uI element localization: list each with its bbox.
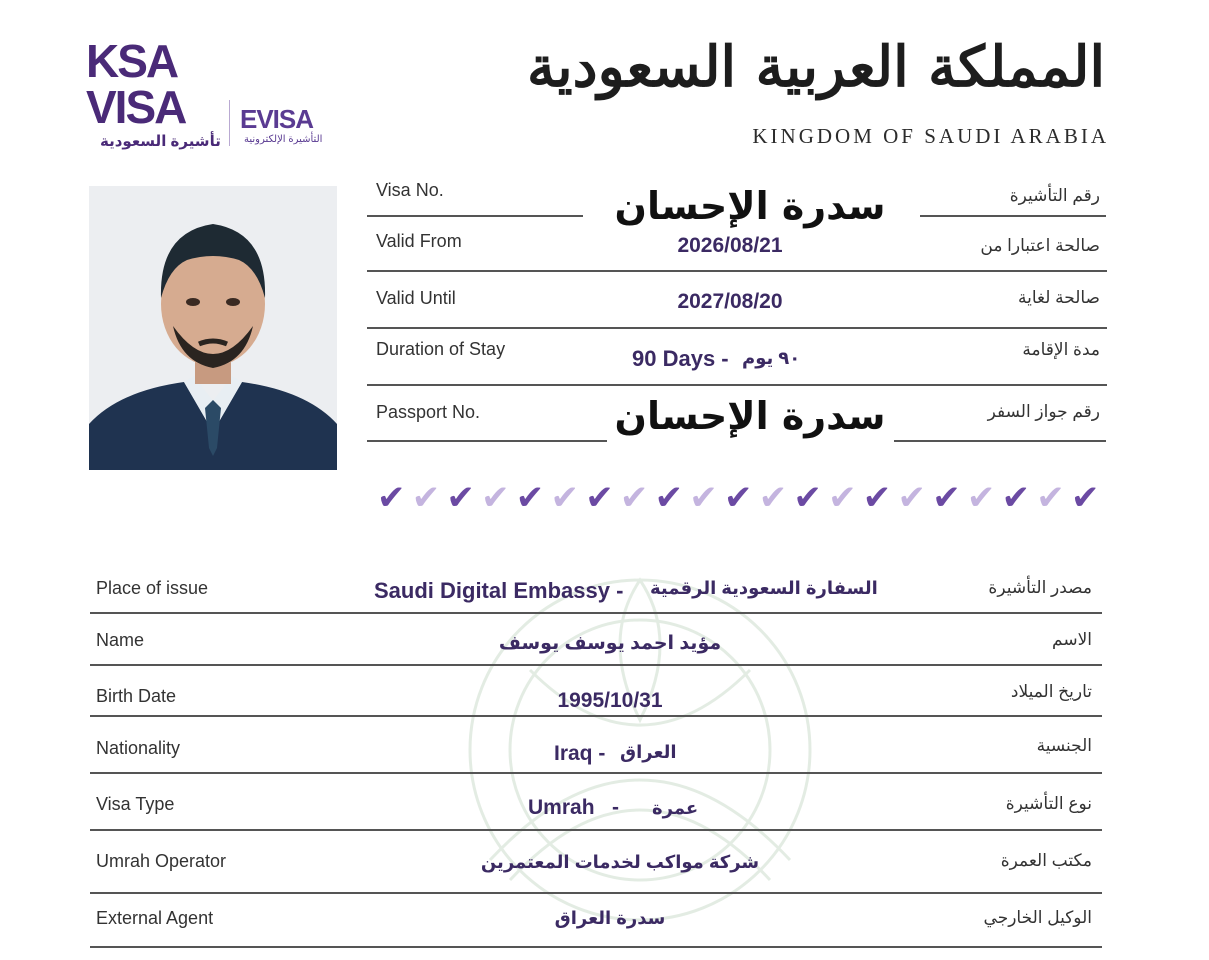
external-agent-value: سدرة العراق bbox=[554, 908, 666, 928]
umrah-operator-label: Umrah Operator bbox=[96, 851, 227, 871]
row-divider bbox=[90, 829, 1102, 831]
row-divider bbox=[90, 892, 1102, 894]
ksa-logo-line2: VISA bbox=[86, 81, 186, 133]
visa-no-label-arabic: رقم التأشيرة bbox=[1009, 186, 1100, 205]
check-icon: ✔ bbox=[897, 479, 926, 517]
valid-until-value: 2027/08/20 bbox=[677, 290, 783, 313]
check-icon: ✔ bbox=[446, 479, 475, 517]
nationality-label: Nationality bbox=[96, 738, 181, 758]
row-divider bbox=[90, 612, 1102, 614]
birth-date-label-arabic: تاريخ الميلاد bbox=[1010, 682, 1092, 701]
check-icon: ✔ bbox=[1071, 479, 1100, 517]
duration-label-arabic: مدة الإقامة bbox=[1022, 340, 1100, 359]
visa-type-label-arabic: نوع التأشيرة bbox=[1005, 794, 1092, 813]
check-icon: ✔ bbox=[966, 479, 996, 517]
row-divider bbox=[367, 327, 1107, 329]
nationality-value-en: Iraq - bbox=[554, 742, 606, 765]
valid-from-label: Valid From bbox=[376, 231, 462, 251]
umrah-operator-label-arabic: مكتب العمرة bbox=[1000, 851, 1092, 870]
check-icon: ✔ bbox=[481, 479, 510, 517]
passport-no-label: Passport No. bbox=[376, 402, 481, 422]
umrah-operator-value: شركة مواكب لخدمات المعتمرين bbox=[480, 852, 760, 872]
kingdom-title-english: KINGDOM OF SAUDI ARABIA bbox=[752, 124, 1109, 148]
name-label-arabic: الاسم bbox=[1052, 630, 1092, 649]
check-icon: ✔ bbox=[689, 479, 718, 517]
duration-label: Duration of Stay bbox=[376, 339, 506, 359]
checkmark-strip bbox=[377, 480, 1101, 516]
check-icon: ✔ bbox=[515, 479, 545, 517]
valid-until-label-arabic: صالحة لغاية bbox=[1017, 288, 1100, 307]
row-divider bbox=[367, 215, 583, 217]
check-icon: ✔ bbox=[932, 479, 961, 517]
row-divider bbox=[920, 215, 1106, 217]
logo-divider bbox=[229, 100, 230, 146]
check-icon: ✔ bbox=[724, 479, 753, 517]
visa-type-value-en: Umrah - bbox=[528, 796, 620, 819]
check-icon: ✔ bbox=[585, 479, 614, 517]
visa-type-value-ar: عمرة bbox=[652, 798, 699, 818]
place-of-issue-value-ar: السفارة السعودية الرقمية bbox=[650, 578, 878, 598]
row-divider bbox=[894, 440, 1106, 442]
check-icon: ✔ bbox=[1036, 479, 1065, 517]
row-divider bbox=[367, 384, 1107, 386]
place-of-issue-value-en: Saudi Digital Embassy - bbox=[374, 578, 624, 603]
nationality-label-arabic: الجنسية bbox=[1036, 736, 1092, 755]
check-icon: ✔ bbox=[793, 479, 822, 517]
visa-no-label: Visa No. bbox=[376, 180, 444, 200]
name-value: مؤيد احمد يوسف يوسف bbox=[498, 633, 722, 654]
ksa-logo-line1: KSA bbox=[86, 35, 178, 87]
visa-type-label: Visa Type bbox=[96, 794, 175, 814]
external-agent-label: External Agent bbox=[96, 908, 214, 928]
external-agent-label-arabic: الوكيل الخارجي bbox=[983, 908, 1092, 927]
valid-from-value: 2026/08/21 bbox=[677, 234, 783, 257]
portrait-icon bbox=[89, 186, 337, 470]
birth-date-label: Birth Date bbox=[96, 686, 177, 706]
nationality-value-ar: العراق bbox=[620, 742, 677, 762]
check-icon: ✔ bbox=[619, 479, 649, 517]
check-icon: ✔ bbox=[377, 479, 406, 517]
check-icon: ✔ bbox=[828, 479, 857, 517]
ksa-logo-arabic: تأشيرة السعودية bbox=[100, 133, 221, 150]
name-label: Name bbox=[96, 630, 145, 650]
evisa-logo-arabic: التأشيرة الإلكترونية bbox=[244, 134, 323, 145]
check-icon: ✔ bbox=[862, 479, 892, 517]
evisa-logo: EVISA bbox=[240, 104, 314, 134]
check-icon: ✔ bbox=[411, 479, 441, 517]
birth-date-value: 1995/10/31 bbox=[557, 689, 663, 712]
place-of-issue-label-arabic: مصدر التأشيرة bbox=[988, 578, 1092, 597]
visa-no-value: سدرة الإحسان bbox=[614, 184, 886, 228]
check-icon: ✔ bbox=[1001, 479, 1031, 517]
row-divider bbox=[90, 772, 1102, 774]
row-divider bbox=[90, 946, 1102, 948]
passport-no-label-arabic: رقم جواز السفر bbox=[987, 402, 1100, 421]
row-divider bbox=[90, 715, 1102, 717]
row-divider bbox=[367, 440, 607, 442]
place-of-issue-label: Place of issue bbox=[96, 578, 209, 598]
row-divider bbox=[367, 270, 1107, 272]
kingdom-title-arabic: المملكة العربية السعودية bbox=[527, 34, 1105, 100]
row-divider bbox=[90, 664, 1102, 666]
applicant-photo bbox=[89, 186, 337, 470]
duration-value-ar: ٩٠ يوم bbox=[742, 348, 801, 368]
check-icon: ✔ bbox=[758, 479, 788, 517]
duration-value-en: 90 Days - bbox=[632, 346, 729, 371]
valid-until-label: Valid Until bbox=[376, 288, 456, 308]
check-icon: ✔ bbox=[550, 479, 579, 517]
check-icon: ✔ bbox=[654, 479, 684, 517]
valid-from-label-arabic: صالحة اعتبارا من bbox=[980, 236, 1100, 255]
passport-no-value: سدرة الإحسان bbox=[614, 394, 886, 438]
